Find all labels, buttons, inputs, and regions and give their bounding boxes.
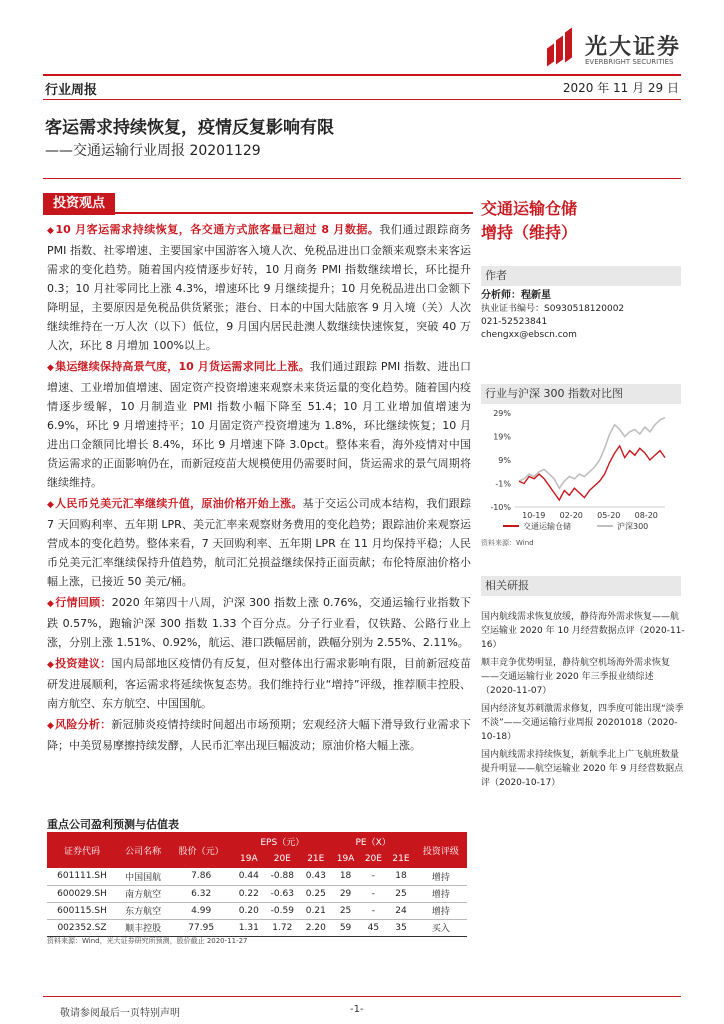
chart-header: 行业与沪深 300 指数对比图 — [481, 384, 681, 404]
sidebar-rating: 增持（维持） — [481, 223, 578, 242]
cell-rating: 增持 — [415, 885, 467, 902]
cell-eps19: 1.31 — [233, 919, 264, 936]
cell-pe20: - — [360, 902, 388, 919]
paragraph-text: 我们通过跟踪 PMI 指数、进出口增速、工业增加值增速、固定资产投资增速来观察未来货运量的变化趋势。随着国内疫情逐步缓解，10 月制造业 PMI 指数小幅下降至 51.4；10 月工业增加值增速为 6.9%，环比 9 月增速持平；10 月固定资产投资增速为 1.8%，环比继续恢复；10 月进出口金额同比增长 8.4%，环比 9 月增速下降 3.0pct。整体来看，海外疫情对中国货运需求的正面影响仍在，而新冠疫苗大规模使用仍需要时间，货运需求的景气周期将继续维持。 — [47, 360, 471, 489]
diamond-bullet-icon: ◆ — [47, 226, 55, 236]
cell-eps21: 2.20 — [300, 919, 331, 936]
series-line-hs300 — [519, 418, 665, 489]
cell-pe19: 59 — [331, 919, 359, 936]
cell-price: 77.95 — [169, 919, 233, 936]
brand-logo — [547, 24, 707, 72]
report-item[interactable]: 国内航线需求恢复放缓，静待海外需求恢复——航空运输业 2020 年 10 月经营数据点评（2020-11-16） — [481, 612, 685, 650]
table-row — [47, 919, 467, 936]
paragraph — [47, 715, 471, 755]
cell-rating: 增持 — [415, 868, 467, 885]
col-pe: PE（X） — [331, 832, 414, 850]
cell-code: 600029.SH — [47, 885, 117, 902]
cell-price: 7.86 — [169, 868, 233, 885]
table-row — [47, 868, 467, 885]
col-eps-20: 20E — [265, 850, 301, 868]
cell-rating: 增持 — [415, 902, 467, 919]
page-number: -1- — [350, 1004, 364, 1015]
paragraph — [47, 357, 471, 492]
comparison-chart — [481, 405, 681, 537]
paragraph-highlight: 10 月客运需求持续恢复，各交通方式旅客量已超过 8 月数据。 — [55, 223, 380, 236]
cell-pe20: - — [360, 868, 388, 885]
table-row — [47, 885, 467, 902]
cell-eps19: 0.22 — [233, 885, 264, 902]
col-eps-21: 21E — [300, 850, 331, 868]
cell-pe19: 29 — [331, 885, 359, 902]
col-code: 证券代码 — [47, 832, 117, 868]
cell-code: 600115.SH — [47, 902, 117, 919]
y-tick-label: 9% — [498, 456, 511, 465]
header-divider — [43, 99, 681, 100]
footer-disclaimer: 敬请参阅最后一页特别声明 — [60, 1008, 180, 1019]
footer-divider — [43, 996, 681, 997]
x-tick-label: 05-20 — [597, 511, 621, 520]
page-subtitle: ——交通运输行业周报 20201129 — [45, 143, 261, 159]
y-tick-label: -1% — [495, 479, 511, 489]
cell-name: 中国国航 — [117, 868, 169, 885]
paragraph-text: 2020 年第四十八周，沪深 300 指数上涨 0.76%，交通运输行业指数下跌 0.57%，跑输沪深 300 指数 1.33 个百分点。分子行业看，仅铁路、公路行业上涨，分别上涨 1.51%、0.92%，航运、港口跌幅居前，跌幅分别为 2.55%、2.11%。 — [47, 596, 472, 649]
cell-eps21: 0.25 — [300, 885, 331, 902]
series-line-industry — [519, 446, 665, 500]
author-license: 执业证书编号：S0930518120002 — [481, 304, 625, 314]
cell-pe21: 18 — [387, 868, 415, 885]
table-row — [47, 902, 467, 919]
cell-pe21: 25 — [387, 885, 415, 902]
cell-eps21: 0.21 — [300, 902, 331, 919]
paragraph-label: 行情回顾： — [55, 596, 112, 609]
cell-name: 东方航空 — [117, 902, 169, 919]
cell-pe20: 45 — [360, 919, 388, 936]
y-tick-label: 19% — [493, 432, 511, 442]
col-price: 股价（元） — [169, 832, 233, 868]
cell-pe21: 35 — [387, 919, 415, 936]
paragraph — [47, 593, 471, 652]
cell-code: 601111.SH — [47, 868, 117, 885]
cell-name: 南方航空 — [117, 885, 169, 902]
diamond-bullet-icon: ◆ — [47, 500, 55, 510]
reports-header: 相关研报 — [481, 576, 681, 596]
cell-eps20: -0.59 — [265, 902, 301, 919]
y-tick-label: -10% — [490, 503, 511, 512]
top-divider — [43, 74, 681, 76]
brand-mark-icon — [547, 28, 577, 68]
legend-label-industry: 交通运输仓储 — [523, 522, 571, 531]
col-pe-20: 20E — [360, 850, 388, 868]
paragraph-text: 国内局部地区疫情仍有反复，但对整体出行需求影响有限，目前新冠疫苗研发进展顺利，客运需求将延续恢复态势。我们维持行业“增持”评级，推荐顺丰控股、南方航空、东方航空、中国国航。 — [47, 657, 472, 710]
col-name: 公司名称 — [117, 832, 169, 868]
legend-label-hs300: 沪深300 — [617, 522, 649, 531]
col-eps: EPS（元） — [233, 832, 331, 850]
cell-eps21: 0.43 — [300, 868, 331, 885]
col-rating: 投资评级 — [415, 832, 467, 868]
x-tick-label: 08-20 — [634, 511, 658, 520]
header-row — [43, 79, 681, 99]
diamond-bullet-icon: ◆ — [47, 363, 55, 373]
cell-price: 4.99 — [169, 902, 233, 919]
cell-name: 顺丰控股 — [117, 919, 169, 936]
author-phone: 021-52523841 — [481, 317, 548, 327]
author-email: chengxx@ebscn.com — [481, 330, 577, 340]
cell-pe19: 25 — [331, 902, 359, 919]
report-date: 2020 年 11 月 29 日 — [562, 81, 679, 95]
sidebar-industry: 交通运输仓储 — [481, 199, 578, 218]
col-eps-19: 19A — [233, 850, 264, 868]
paragraph-highlight: 集运继续保持高景气度，10 月货运需求同比上涨。 — [55, 360, 310, 373]
cell-pe19: 18 — [331, 868, 359, 885]
diamond-bullet-icon: ◆ — [47, 660, 55, 670]
paragraph-text: 我们通过跟踪商务 PMI 指数、社零增速、主要国家中国游客入境人次、免税品进出口金额来观察未来客运需求的变化趋势。随着国内疫情逐步好转，10 月商务 PMI 指数继续增长，环比提升 0.3；10 月社零同比上涨 4.3%，增速环比 9 月继续提升；10 月免税品进出口金额下降明显，主要原因是免税品供货紧张；港台、日本的中国大陆旅客 9 月入境（关）人次继续维持在一万人次（以下）低位，9 月国内居民赴澳人数继续快速恢复，突破 40 万人次，环比 8 月增加 100%以上。 — [47, 223, 472, 352]
main-content — [47, 220, 471, 757]
paragraph-text: 基于交运公司成本结构，我们跟踪 7 天回购利率、五年期 LPR、美元汇率来观察财务费用的变化趋势；跟踪油价来观察运营成本的变化趋势。整体来看，7 天回购利率、五年期 LPR 在 11 月均保持平稳；人民币兑美元汇率继续保持升值趋势，航司汇兑损益继续保持正面贡献；布伦特原油价格小幅上涨，已接近 50 美元/桶。 — [47, 497, 472, 588]
x-tick-label: 10-19 — [522, 511, 546, 520]
report-item[interactable]: 国内经济复苏刺激需求修复，四季度可能出现“淡季不淡”——交通运输行业周报 20201018（2020-10-18） — [481, 704, 684, 742]
paragraph — [47, 220, 471, 355]
cell-price: 6.32 — [169, 885, 233, 902]
report-item[interactable]: 顺丰竞争优势明显，静待航空机场海外需求恢复——交通运输行业 2020 年三季报业绩综述（2020-11-07） — [481, 658, 671, 696]
report-type: 行业周报 — [45, 83, 98, 98]
paragraph-label: 风险分析： — [55, 718, 112, 731]
paragraph-highlight: 人民币兑美元汇率继续升值，原油价格开始上涨。 — [55, 497, 303, 510]
col-pe-19: 19A — [331, 850, 359, 868]
brand-name: 光大证券 — [585, 35, 682, 60]
author-label: 分析师： — [481, 290, 521, 301]
chart-source: 资料来源：Wind — [481, 539, 534, 547]
x-tick-label: 02-20 — [559, 511, 583, 520]
paragraph — [47, 494, 471, 591]
author-block — [481, 289, 681, 342]
section-label: 投资观点 — [43, 193, 115, 215]
chart-svg — [481, 405, 681, 537]
cell-code: 002352.SZ — [47, 919, 117, 936]
report-item[interactable]: 国内航线需求持续恢复，新航季北上广飞航班数量提升明显——航空运输业 2020 年 9 月经营数据点评（2020-10-17） — [481, 750, 684, 788]
page-title: 客运需求持续恢复，疫情反复影响有限 — [45, 118, 334, 138]
title-divider — [43, 178, 681, 179]
estimate-table — [47, 832, 467, 937]
diamond-bullet-icon: ◆ — [47, 599, 55, 609]
cell-eps19: 0.44 — [233, 868, 264, 885]
table-source: 资料来源：Wind，光大证券研究所预测，股价截止 2020-11-27 — [47, 937, 248, 945]
brand-en: EVERBRIGHT SECURITIES — [585, 58, 674, 66]
paragraph — [47, 654, 471, 713]
related-reports — [481, 610, 686, 794]
cell-pe21: 24 — [387, 902, 415, 919]
author-header: 作者 — [481, 266, 681, 286]
y-tick-label: 29% — [493, 409, 511, 418]
cell-rating: 买入 — [415, 919, 467, 936]
cell-eps20: 1.72 — [265, 919, 301, 936]
diamond-bullet-icon: ◆ — [47, 721, 55, 731]
author-name: 程新星 — [521, 290, 551, 301]
cell-eps20: -0.63 — [265, 885, 301, 902]
cell-pe20: - — [360, 885, 388, 902]
cell-eps20: -0.88 — [265, 868, 301, 885]
paragraph-text: 新冠肺炎疫情持续时间超出市场预期；宏观经济大幅下滑导致行业需求下降；中美贸易摩擦持续发酵，人民币汇率出现巨幅波动；原油价格大幅上涨。 — [47, 718, 472, 752]
section-header — [43, 192, 473, 214]
table-title: 重点公司盈利预测与估值表 — [47, 818, 179, 831]
col-pe-21: 21E — [387, 850, 415, 868]
cell-eps19: 0.20 — [233, 902, 264, 919]
paragraph-label: 投资建议： — [55, 657, 112, 670]
